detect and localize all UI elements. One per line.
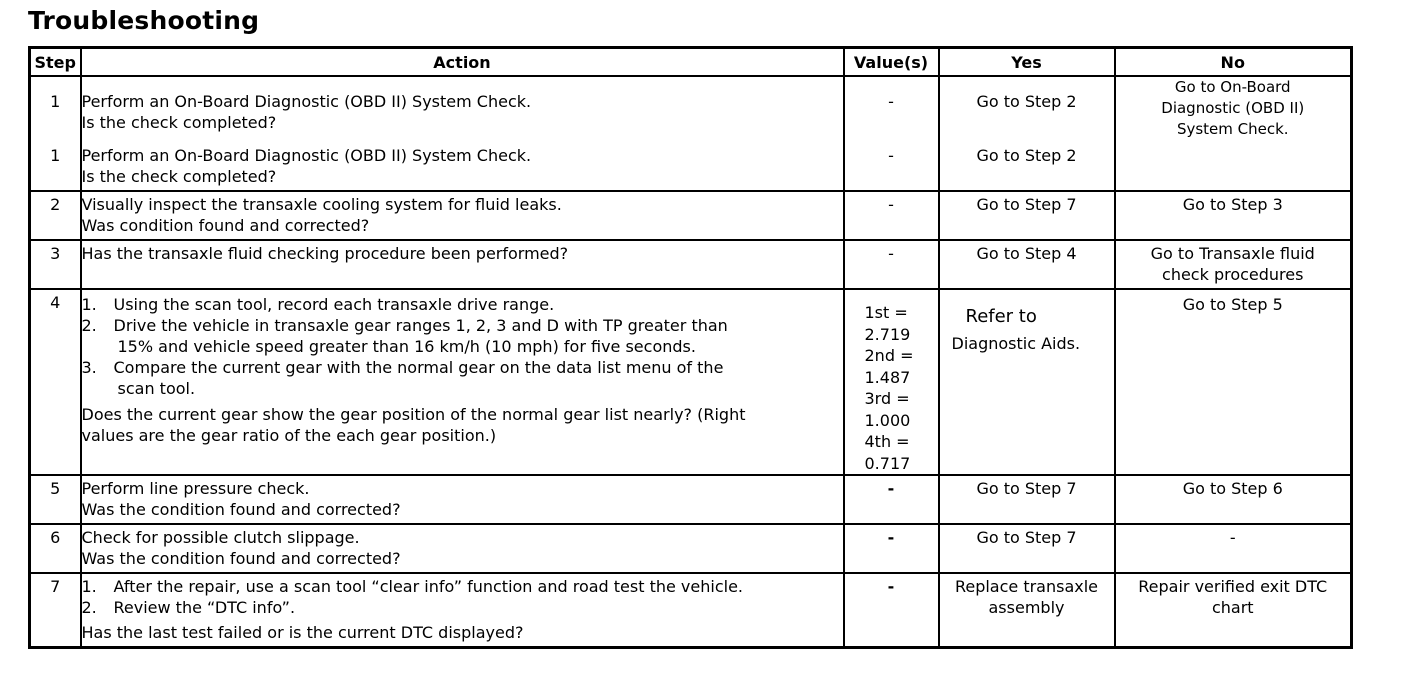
table-row-step-1 [30,76,1352,191]
no-cell [1115,289,1352,475]
troubleshooting-table [28,46,1353,649]
step-number: 1 [50,146,61,165]
action-cell [81,524,844,573]
list-number: 2. [81,598,97,617]
value-text: 3rd = [864,389,910,408]
action-cell [81,240,844,289]
value-text: 1.487 [864,367,911,387]
header-no: No [1115,48,1352,77]
list-item [82,294,843,315]
step-cell: 6 [30,524,81,573]
no-cell [1115,240,1352,289]
step-cell: 4 [30,289,81,475]
action-line: Was the condition found and corrected? [81,549,401,568]
action-line: Was the condition found and corrected? [81,500,401,519]
no-cell [1115,191,1352,240]
list-text: Compare the current gear with the normal gear on the data list menu of the [113,358,724,377]
list-text: Drive the vehicle in transaxle gear ranges 1, 2, 3 and D with TP greater than [113,316,728,335]
action-line: Was condition found and corrected? [81,216,370,235]
step-cell: 3 [30,240,81,289]
list-number: 1. [81,295,97,314]
action-cell [81,573,844,647]
yes-text: Replace transaxle [954,577,1099,596]
no-text: check procedures [1162,265,1304,284]
yes-cell: Go to Step 7 [939,524,1115,573]
value-cell: - [844,240,939,289]
no-text: Go to Step 5 [1182,295,1283,314]
value-text: 2.719 [864,324,911,344]
table-row-step-7 [30,573,1352,647]
question-line: values are the gear ratio of the each gear position.) [81,426,497,445]
question-line: Has the last test failed or is the current DTC displayed? [81,623,524,642]
no-cell [1115,573,1352,647]
no-text: System Check. [1176,120,1289,138]
action-line: Perform an On-Board Diagnostic (OBD II) System Check. [81,92,532,111]
table-row-step-3 [30,240,1352,289]
no-text: Go to On-Board [1174,78,1291,96]
no-text: Go to Step 6 [1182,479,1283,498]
list-item [82,597,843,618]
yes-text: Refer to [965,306,1037,327]
action-line: Perform an On-Board Diagnostic (OBD II) System Check. [81,146,532,165]
yes-text: assembly [988,598,1065,617]
action-line: Has the transaxle fluid checking procedure been performed? [81,244,569,263]
value-cell: - [844,573,939,647]
no-text: chart [1211,598,1254,617]
question-line: Does the current gear show the gear position of the normal gear list nearly? (Right [81,405,746,424]
yes-text: Diagnostic Aids. [951,334,1081,353]
no-text: Go to Transaxle fluid [1150,244,1315,263]
action-line: Is the check completed? [81,113,277,132]
step-number: 1 [50,92,61,111]
no-text: - [1229,528,1236,547]
table-row-step-4 [30,289,1352,475]
yes-text: Go to Step 2 [976,146,1077,165]
header-step: Step [30,48,81,77]
value-text: 1.000 [864,410,911,430]
header-yes: Yes [939,48,1115,77]
yes-cell [939,573,1115,647]
no-text: Go to Step 3 [1182,195,1283,214]
yes-cell [939,289,1115,475]
value-text: 2nd = [864,346,914,365]
step-cell: 7 [30,573,81,647]
list-text: 15% and vehicle speed greater than 16 km/h (10 mph) for five seconds. [117,337,696,356]
action-cell [81,475,844,524]
value-cell [844,289,939,475]
action-line: Is the check completed? [81,167,277,186]
list-text: Review the “DTC info”. [113,598,296,617]
value-text: 1st = [864,303,908,322]
yes-text: Go to Step 2 [976,92,1077,111]
list-number: 3. [81,358,97,377]
yes-cell [939,76,1115,191]
action-line: Perform line pressure check. [81,479,310,498]
action-line: Check for possible clutch slippage. [81,528,360,547]
list-item [82,357,843,378]
step-cell: 5 [30,475,81,524]
list-number: 2. [81,316,97,335]
value-text: - [888,92,894,111]
list-item [82,315,843,336]
list-text: Using the scan tool, record each transaxle drive range. [113,295,555,314]
no-cell [1115,524,1352,573]
no-text: Diagnostic (OBD II) [1161,99,1305,117]
page-title: Troubleshooting [28,6,260,35]
header-values: Value(s) [844,48,939,77]
action-cell [81,289,844,475]
header-action: Action [81,48,844,77]
step-cell: 2 [30,191,81,240]
action-cell [81,76,844,191]
list-number: 1. [81,577,97,596]
value-cell: - [844,475,939,524]
action-line: Visually inspect the transaxle cooling system for fluid leaks. [81,195,562,214]
yes-cell: Go to Step 7 [939,191,1115,240]
value-text: 0.717 [864,453,911,473]
step-cell [30,76,81,191]
list-item [82,576,843,597]
table-row-step-2 [30,191,1352,240]
no-cell [1115,475,1352,524]
header-row [30,48,1352,77]
yes-cell: Go to Step 7 [939,475,1115,524]
action-cell [81,191,844,240]
table-row-step-6 [30,524,1352,573]
value-cell: - [844,524,939,573]
no-cell [1115,76,1352,191]
value-text: - [888,146,894,165]
value-cell [844,76,939,191]
value-cell: - [844,191,939,240]
no-text: Repair verified exit DTC [1138,577,1328,596]
list-text: After the repair, use a scan tool “clear info” function and road test the vehicle. [113,577,743,596]
table-row-step-5 [30,475,1352,524]
list-text: scan tool. [117,379,196,398]
value-text: 4th = [864,432,910,451]
yes-cell: Go to Step 4 [939,240,1115,289]
